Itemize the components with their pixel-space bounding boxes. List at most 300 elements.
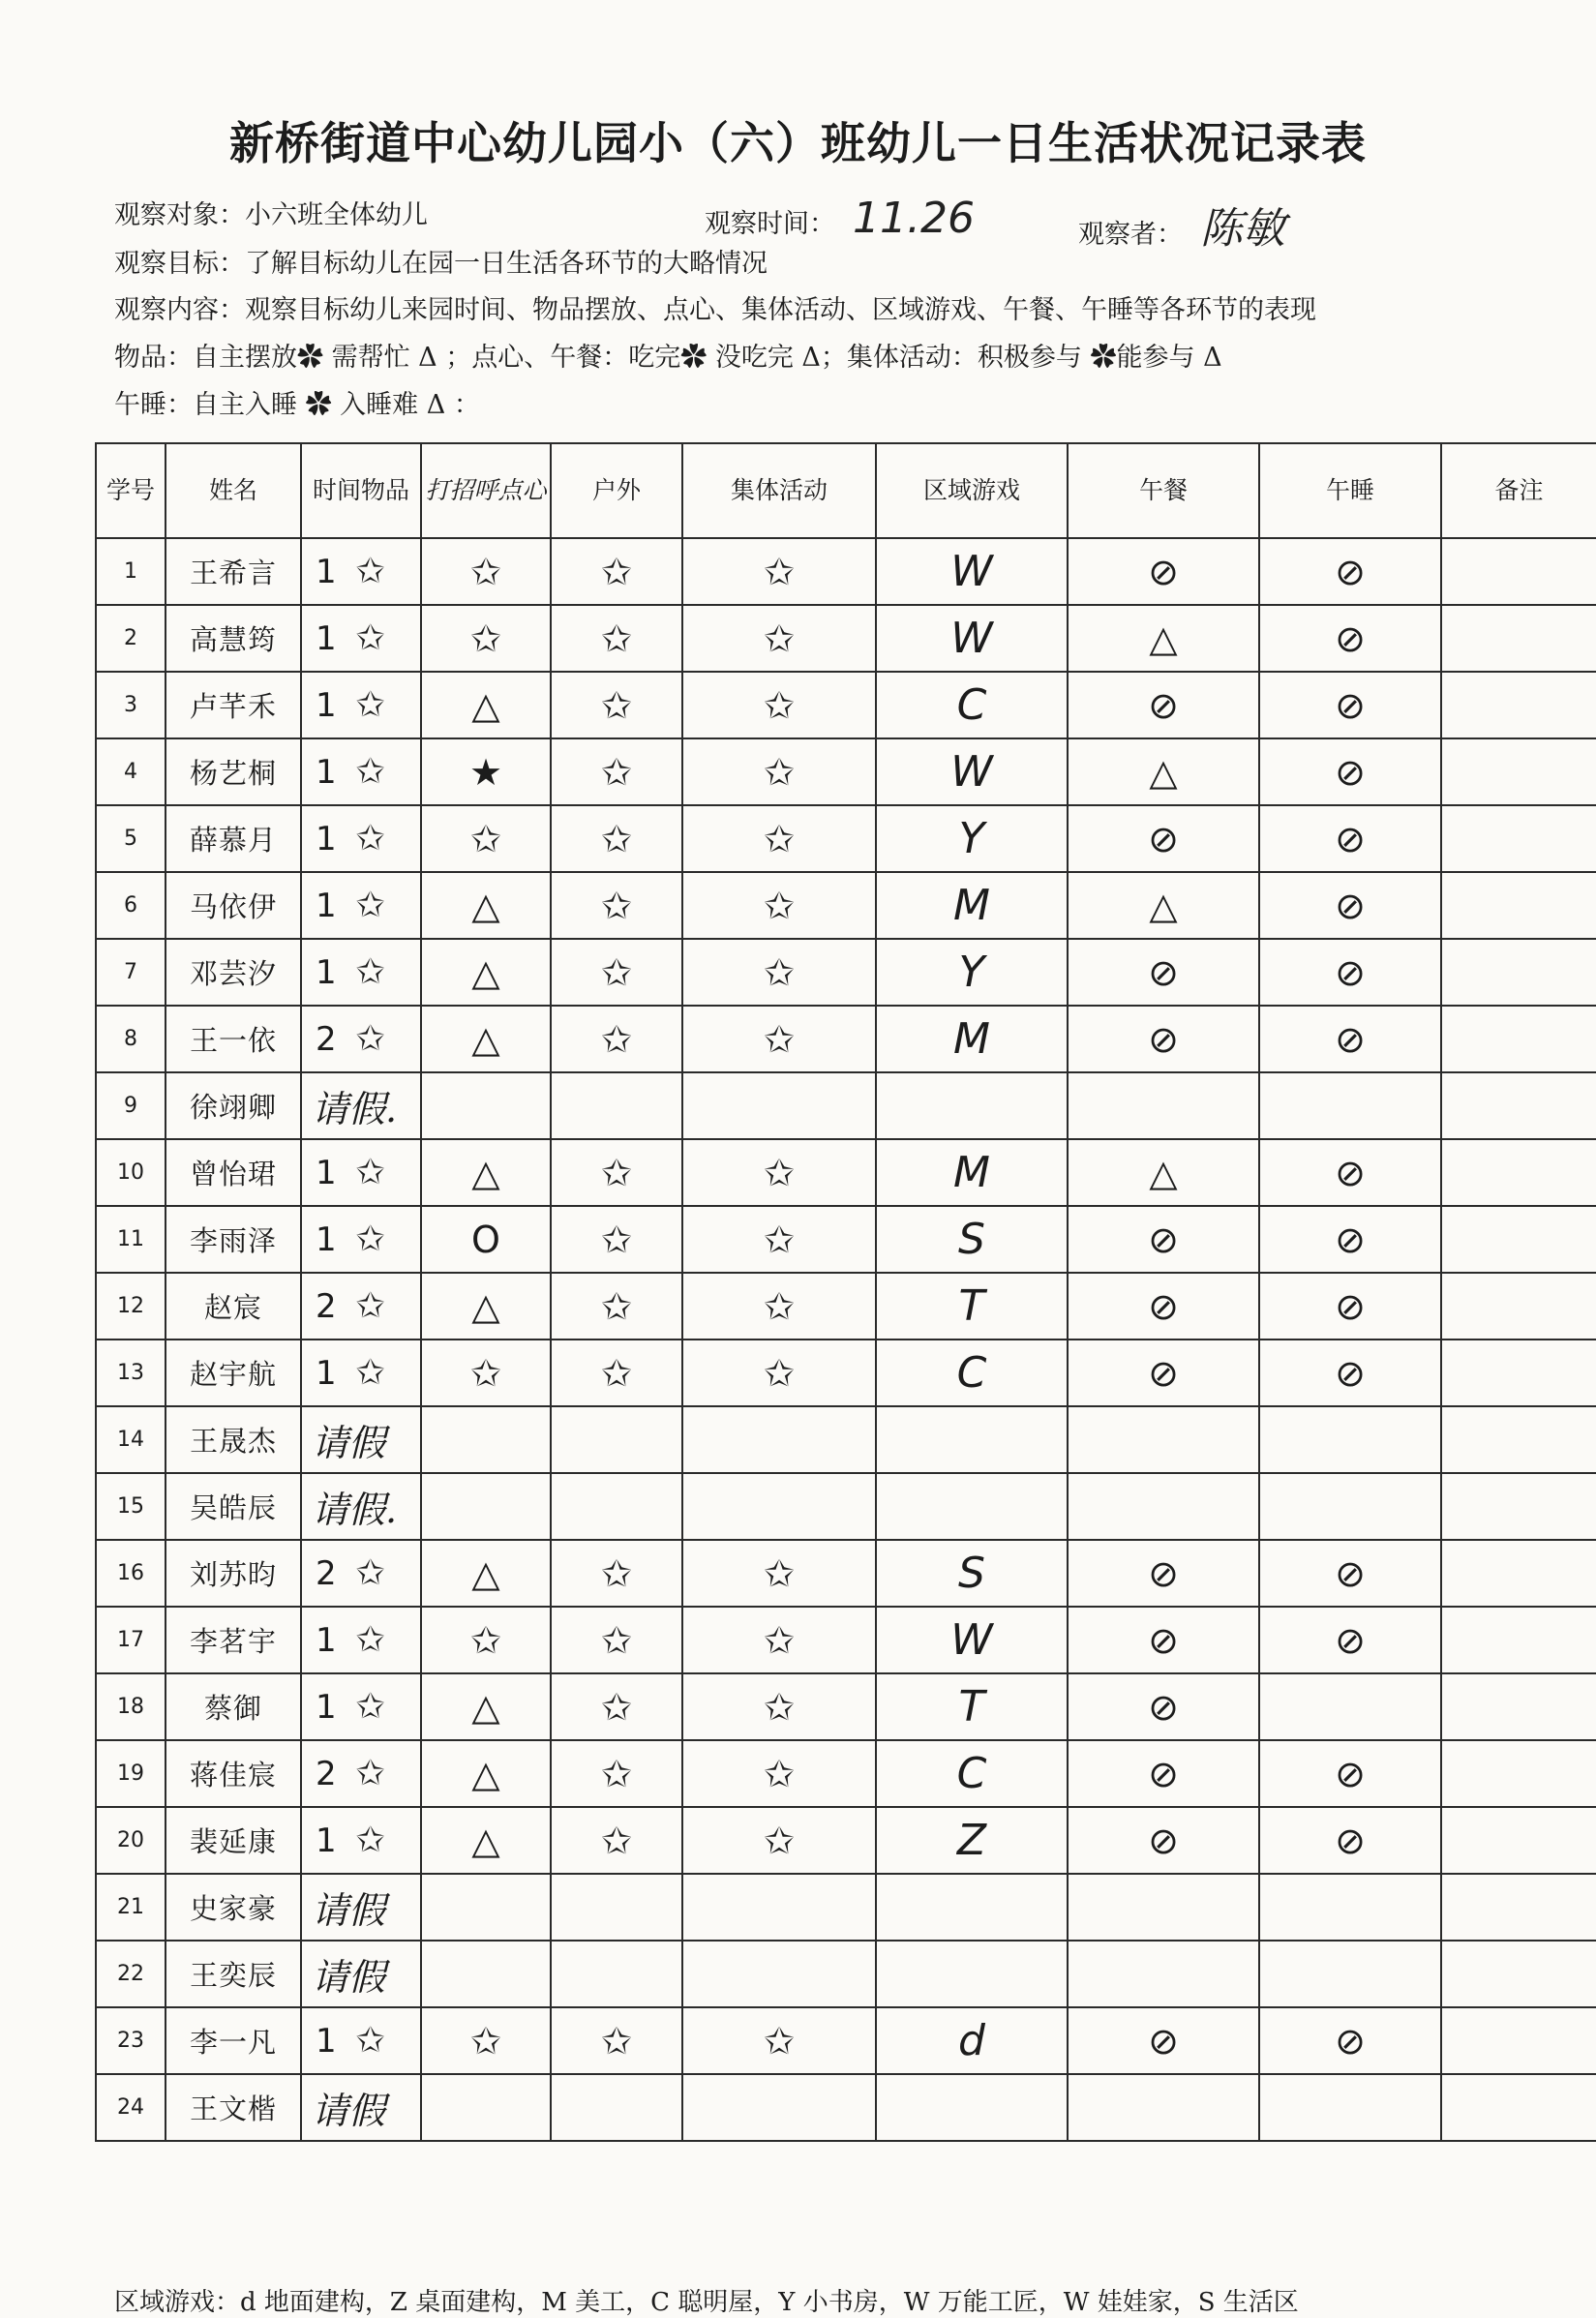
items-mark: ✩ <box>355 952 385 992</box>
cell-outdoor-mark: ✩ <box>551 738 682 805</box>
cell-student-no: 14 <box>96 1406 166 1473</box>
cell-empty <box>1068 1072 1259 1139</box>
table-row <box>96 1607 1596 1673</box>
cell-empty <box>551 1473 682 1540</box>
table-row <box>96 1206 1596 1273</box>
cell-note <box>1441 1006 1596 1072</box>
cell-empty <box>1441 1072 1596 1139</box>
cell-empty <box>1068 1941 1259 2007</box>
cell-student-name: 徐翊卿 <box>166 1072 301 1139</box>
arrival-time: 2 <box>316 1755 337 1793</box>
arrival-time: 1 <box>316 820 337 858</box>
header-lunch: 午餐 <box>1068 443 1259 538</box>
cell-area-code: C <box>876 1740 1068 1807</box>
header-note: 备注 <box>1441 443 1596 538</box>
arrival-time: 1 <box>316 1354 337 1393</box>
cell-empty <box>1259 1941 1441 2007</box>
cell-leave-note: 请假 <box>301 1941 421 2007</box>
cell-empty <box>1259 1473 1441 1540</box>
cell-area-code: W <box>876 1607 1068 1673</box>
cell-outdoor-mark: ✩ <box>551 1273 682 1340</box>
cell-outdoor-mark: ✩ <box>551 1139 682 1206</box>
cell-outdoor-mark: ✩ <box>551 1340 682 1406</box>
cell-empty <box>682 2074 876 2141</box>
arrival-time: 2 <box>316 1020 337 1059</box>
cell-area-code: C <box>876 1340 1068 1406</box>
cell-student-no: 5 <box>96 805 166 872</box>
cell-empty <box>421 1941 551 2007</box>
items-mark: ✩ <box>355 552 385 591</box>
page-title: 新桥街道中心幼儿园小（六）班幼儿一日生活状况记录表 <box>229 117 1367 169</box>
cell-student-no: 7 <box>96 939 166 1006</box>
cell-time-items <box>301 805 421 872</box>
cell-group-mark: ✩ <box>682 1206 876 1273</box>
cell-empty <box>1068 2074 1259 2141</box>
cell-snack-mark: △ <box>421 872 551 939</box>
cell-nap-mark: ⊘ <box>1259 672 1441 738</box>
cell-note <box>1441 1340 1596 1406</box>
observe-time-group <box>705 194 975 243</box>
arrival-time: 1 <box>316 887 337 925</box>
table-row <box>96 1473 1596 1540</box>
cell-lunch-mark: ⊘ <box>1068 1340 1259 1406</box>
cell-time-items <box>301 672 421 738</box>
cell-student-no: 3 <box>96 672 166 738</box>
cell-student-name: 赵宇航 <box>166 1340 301 1406</box>
symbol-legend-2: 午睡：自主入睡 ✿ 入睡难 Δ ： <box>114 390 480 420</box>
cell-nap-mark: ⊘ <box>1259 1340 1441 1406</box>
cell-student-name: 王文楷 <box>166 2074 301 2141</box>
cell-nap-mark: ⊘ <box>1259 1740 1441 1807</box>
items-mark: ✩ <box>355 1821 385 1860</box>
cell-note <box>1441 1139 1596 1206</box>
table-row <box>96 738 1596 805</box>
items-mark: ✩ <box>355 1353 385 1393</box>
cell-empty <box>1068 1473 1259 1540</box>
cell-note <box>1441 872 1596 939</box>
meta-observation-line <box>114 194 1285 254</box>
cell-empty <box>876 1406 1068 1473</box>
cell-note <box>1441 538 1596 605</box>
cell-snack-mark: △ <box>421 1740 551 1807</box>
cell-area-code: d <box>876 2007 1068 2074</box>
cell-nap-mark: ⊘ <box>1259 1139 1441 1206</box>
cell-student-no: 2 <box>96 605 166 672</box>
cell-student-name: 李一凡 <box>166 2007 301 2074</box>
items-mark: ✩ <box>355 1553 385 1593</box>
header-group: 集体活动 <box>682 443 876 538</box>
arrival-time: 1 <box>316 619 337 658</box>
cell-outdoor-mark: ✩ <box>551 872 682 939</box>
table-row <box>96 672 1596 738</box>
cell-empty <box>551 1072 682 1139</box>
cell-student-no: 22 <box>96 1941 166 2007</box>
cell-note <box>1441 1673 1596 1740</box>
cell-area-code: C <box>876 672 1068 738</box>
cell-area-code: T <box>876 1273 1068 1340</box>
cell-time-items <box>301 872 421 939</box>
cell-outdoor-mark: ✩ <box>551 805 682 872</box>
items-mark: ✩ <box>355 752 385 792</box>
cell-empty <box>1259 2074 1441 2141</box>
observe-content: 观察内容：观察目标幼儿来园时间、物品摆放、点心、集体活动、区域游戏、午餐、午睡等各环节的表现 <box>114 295 1316 325</box>
cell-lunch-mark: ⊘ <box>1068 805 1259 872</box>
table-row <box>96 1807 1596 1874</box>
cell-student-name: 蒋佳宸 <box>166 1740 301 1807</box>
cell-note <box>1441 1807 1596 1874</box>
cell-snack-mark: △ <box>421 1006 551 1072</box>
table-row <box>96 805 1596 872</box>
cell-snack-mark: ✩ <box>421 2007 551 2074</box>
cell-time-items <box>301 1540 421 1607</box>
cell-group-mark: ✩ <box>682 1006 876 1072</box>
items-mark: ✩ <box>355 1687 385 1727</box>
cell-student-name: 马依伊 <box>166 872 301 939</box>
items-mark: ✩ <box>355 1754 385 1793</box>
cell-note <box>1441 672 1596 738</box>
cell-time-items <box>301 1206 421 1273</box>
cell-note <box>1441 805 1596 872</box>
arrival-time: 1 <box>316 1821 337 1860</box>
cell-group-mark: ✩ <box>682 1673 876 1740</box>
cell-lunch-mark: ⊘ <box>1068 939 1259 1006</box>
cell-student-name: 薛慕月 <box>166 805 301 872</box>
cell-snack-mark: ✩ <box>421 538 551 605</box>
cell-note <box>1441 1206 1596 1273</box>
table-row <box>96 605 1596 672</box>
cell-snack-mark: △ <box>421 1807 551 1874</box>
cell-group-mark: ✩ <box>682 2007 876 2074</box>
cell-empty <box>1441 2074 1596 2141</box>
cell-lunch-mark: ⊘ <box>1068 2007 1259 2074</box>
table-row <box>96 1340 1596 1406</box>
items-mark: ✩ <box>355 618 385 658</box>
cell-empty <box>551 1406 682 1473</box>
cell-empty <box>421 2074 551 2141</box>
cell-empty <box>682 1406 876 1473</box>
cell-student-name: 卢芊禾 <box>166 672 301 738</box>
cell-snack-mark: ★ <box>421 738 551 805</box>
cell-student-name: 史家豪 <box>166 1874 301 1941</box>
arrival-time: 1 <box>316 1621 337 1660</box>
cell-lunch-mark: ⊘ <box>1068 1740 1259 1807</box>
cell-student-no: 18 <box>96 1673 166 1740</box>
cell-group-mark: ✩ <box>682 605 876 672</box>
cell-student-name: 高慧筠 <box>166 605 301 672</box>
cell-area-code: S <box>876 1206 1068 1273</box>
observe-time-label: 观察时间： <box>705 209 835 239</box>
cell-empty <box>876 1941 1068 2007</box>
items-mark: ✩ <box>355 886 385 925</box>
cell-lunch-mark: △ <box>1068 1139 1259 1206</box>
cell-lunch-mark: ⊘ <box>1068 1206 1259 1273</box>
cell-lunch-mark: △ <box>1068 872 1259 939</box>
arrival-time: 1 <box>316 1154 337 1192</box>
cell-empty <box>551 2074 682 2141</box>
cell-group-mark: ✩ <box>682 538 876 605</box>
arrival-time: 1 <box>316 2022 337 2061</box>
cell-empty <box>1259 1406 1441 1473</box>
cell-nap-mark: ⊘ <box>1259 1006 1441 1072</box>
cell-time-items <box>301 1340 421 1406</box>
cell-group-mark: ✩ <box>682 1740 876 1807</box>
cell-time-items <box>301 1607 421 1673</box>
arrival-time: 1 <box>316 686 337 725</box>
cell-group-mark: ✩ <box>682 1139 876 1206</box>
table-row <box>96 1139 1596 1206</box>
table-row <box>96 1941 1596 2007</box>
cell-student-no: 21 <box>96 1874 166 1941</box>
cell-group-mark: ✩ <box>682 672 876 738</box>
cell-empty <box>1068 1406 1259 1473</box>
cell-lunch-mark: ⊘ <box>1068 672 1259 738</box>
observe-target-value: 小六班全体幼儿 <box>245 200 428 230</box>
header-name: 姓名 <box>166 443 301 538</box>
cell-group-mark: ✩ <box>682 738 876 805</box>
arrival-time: 1 <box>316 753 337 792</box>
cell-snack-mark: △ <box>421 1273 551 1340</box>
cell-leave-note: 请假 <box>301 1406 421 1473</box>
cell-lunch-mark: ⊘ <box>1068 538 1259 605</box>
cell-outdoor-mark: ✩ <box>551 1006 682 1072</box>
cell-area-code: Y <box>876 805 1068 872</box>
cell-area-code: W <box>876 605 1068 672</box>
items-mark: ✩ <box>355 819 385 858</box>
table-row <box>96 1740 1596 1807</box>
observe-time-value: 11.26 <box>853 194 975 243</box>
cell-time-items <box>301 1006 421 1072</box>
cell-student-no: 8 <box>96 1006 166 1072</box>
cell-empty <box>876 2074 1068 2141</box>
cell-student-no: 12 <box>96 1273 166 1340</box>
header-area: 区域游戏 <box>876 443 1068 538</box>
table-row <box>96 538 1596 605</box>
cell-note <box>1441 939 1596 1006</box>
cell-student-name: 邓芸汐 <box>166 939 301 1006</box>
cell-empty <box>876 1072 1068 1139</box>
header-no: 学号 <box>96 443 166 538</box>
cell-empty <box>1441 1406 1596 1473</box>
cell-empty <box>876 1874 1068 1941</box>
cell-time-items <box>301 605 421 672</box>
cell-lunch-mark: ⊘ <box>1068 1673 1259 1740</box>
table-row <box>96 1673 1596 1740</box>
cell-student-name: 蔡御 <box>166 1673 301 1740</box>
cell-outdoor-mark: ✩ <box>551 2007 682 2074</box>
cell-note <box>1441 1273 1596 1340</box>
observer-label: 观察者： <box>1078 220 1183 250</box>
observer-group <box>1078 194 1285 256</box>
cell-leave-note: 请假 <box>301 2074 421 2141</box>
cell-nap-mark: ⊘ <box>1259 1206 1441 1273</box>
cell-student-name: 王晟杰 <box>166 1406 301 1473</box>
cell-student-no: 10 <box>96 1139 166 1206</box>
cell-nap-mark: ⊘ <box>1259 1540 1441 1607</box>
cell-student-name: 杨艺桐 <box>166 738 301 805</box>
items-mark: ✩ <box>355 1286 385 1326</box>
cell-outdoor-mark: ✩ <box>551 1607 682 1673</box>
items-mark: ✩ <box>355 685 385 725</box>
cell-time-items <box>301 1740 421 1807</box>
cell-student-no: 6 <box>96 872 166 939</box>
arrival-time: 1 <box>316 553 337 591</box>
table-row <box>96 872 1596 939</box>
observe-goal: 观察目标：了解目标幼儿在园一日生活各环节的大略情况 <box>114 249 768 279</box>
cell-time-items <box>301 2007 421 2074</box>
cell-time-items <box>301 1273 421 1340</box>
cell-leave-note: 请假. <box>301 1473 421 1540</box>
cell-student-name: 李茗宇 <box>166 1607 301 1673</box>
cell-nap-mark: ⊘ <box>1259 939 1441 1006</box>
cell-empty <box>1259 1072 1441 1139</box>
cell-time-items <box>301 939 421 1006</box>
header-outdoor: 户外 <box>551 443 682 538</box>
cell-empty <box>1441 1941 1596 2007</box>
cell-empty <box>682 1874 876 1941</box>
cell-outdoor-mark: ✩ <box>551 1740 682 1807</box>
cell-outdoor-mark: ✩ <box>551 672 682 738</box>
cell-student-name: 刘苏昀 <box>166 1540 301 1607</box>
cell-nap-mark: ⊘ <box>1259 538 1441 605</box>
cell-empty <box>551 1941 682 2007</box>
cell-area-code: M <box>876 872 1068 939</box>
cell-note <box>1441 2007 1596 2074</box>
cell-nap-mark: ⊘ <box>1259 2007 1441 2074</box>
cell-note <box>1441 1740 1596 1807</box>
table-row <box>96 1540 1596 1607</box>
cell-outdoor-mark: ✩ <box>551 1206 682 1273</box>
cell-student-no: 13 <box>96 1340 166 1406</box>
cell-area-code: S <box>876 1540 1068 1607</box>
cell-student-name: 王希言 <box>166 538 301 605</box>
cell-time-items <box>301 538 421 605</box>
cell-student-name: 赵宸 <box>166 1273 301 1340</box>
header-nap: 午睡 <box>1259 443 1441 538</box>
cell-student-name: 吴皓辰 <box>166 1473 301 1540</box>
cell-empty <box>876 1473 1068 1540</box>
items-mark: ✩ <box>355 1153 385 1192</box>
cell-area-code: T <box>876 1673 1068 1740</box>
cell-student-no: 20 <box>96 1807 166 1874</box>
cell-empty <box>421 1874 551 1941</box>
cell-group-mark: ✩ <box>682 1540 876 1607</box>
cell-empty <box>682 1941 876 2007</box>
cell-time-items <box>301 1807 421 1874</box>
cell-area-code: W <box>876 738 1068 805</box>
arrival-time: 2 <box>316 1287 337 1326</box>
cell-empty <box>1441 1473 1596 1540</box>
cell-nap-mark: ⊘ <box>1259 805 1441 872</box>
items-mark: ✩ <box>355 1219 385 1259</box>
arrival-time: 1 <box>316 953 337 992</box>
cell-area-code: Z <box>876 1807 1068 1874</box>
cell-note <box>1441 1540 1596 1607</box>
cell-snack-mark: ✩ <box>421 805 551 872</box>
cell-nap-mark: ⊘ <box>1259 738 1441 805</box>
cell-group-mark: ✩ <box>682 1607 876 1673</box>
cell-student-no: 11 <box>96 1206 166 1273</box>
record-table <box>95 442 1596 2142</box>
cell-student-name: 王一依 <box>166 1006 301 1072</box>
cell-leave-note: 请假. <box>301 1072 421 1139</box>
cell-student-no: 23 <box>96 2007 166 2074</box>
area-game-legend: 区域游戏：d 地面建构，Z 桌面建构，M 美工，C 聪明屋，Y 小书房，W 万能工匠，W 娃娃家，S 生活区 <box>114 2288 1299 2317</box>
cell-note <box>1441 738 1596 805</box>
cell-lunch-mark: ⊘ <box>1068 1006 1259 1072</box>
header-time: 时间物品 <box>301 443 421 538</box>
table-row <box>96 2074 1596 2141</box>
items-mark: ✩ <box>355 1620 385 1660</box>
cell-outdoor-mark: ✩ <box>551 605 682 672</box>
header-snack: 打招呼点心 <box>421 443 551 538</box>
cell-empty <box>421 1473 551 1540</box>
cell-student-no: 24 <box>96 2074 166 2141</box>
cell-student-name: 裴延康 <box>166 1807 301 1874</box>
table-row <box>96 939 1596 1006</box>
cell-time-items <box>301 738 421 805</box>
cell-outdoor-mark: ✩ <box>551 1540 682 1607</box>
table-row <box>96 1406 1596 1473</box>
cell-snack-mark: △ <box>421 1540 551 1607</box>
cell-snack-mark: △ <box>421 939 551 1006</box>
cell-outdoor-mark: ✩ <box>551 939 682 1006</box>
observer-value: 陈敏 <box>1200 204 1285 254</box>
cell-lunch-mark: △ <box>1068 738 1259 805</box>
observe-target-label: 观察对象： <box>114 200 245 230</box>
table-row <box>96 1006 1596 1072</box>
cell-student-name: 李雨泽 <box>166 1206 301 1273</box>
symbol-legend-1: 物品：自主摆放✿ 需帮忙 Δ ；点心、午餐：吃完✿ 没吃完 Δ；集体活动：积极参与 ✿能参与 Δ <box>114 343 1222 373</box>
cell-snack-mark: O <box>421 1206 551 1273</box>
cell-nap-mark: ⊘ <box>1259 1807 1441 1874</box>
cell-note <box>1441 1607 1596 1673</box>
cell-group-mark: ✩ <box>682 939 876 1006</box>
arrival-time: 1 <box>316 1220 337 1259</box>
cell-snack-mark: △ <box>421 672 551 738</box>
cell-empty <box>551 1874 682 1941</box>
table-row <box>96 1874 1596 1941</box>
cell-area-code: W <box>876 538 1068 605</box>
cell-time-items <box>301 1673 421 1740</box>
cell-lunch-mark: ⊘ <box>1068 1540 1259 1607</box>
cell-empty <box>421 1406 551 1473</box>
cell-nap-mark <box>1259 1673 1441 1740</box>
cell-group-mark: ✩ <box>682 1807 876 1874</box>
cell-area-code: M <box>876 1006 1068 1072</box>
arrival-time: 1 <box>316 1688 337 1727</box>
cell-lunch-mark: ⊘ <box>1068 1807 1259 1874</box>
cell-snack-mark: ✩ <box>421 1607 551 1673</box>
cell-group-mark: ✩ <box>682 805 876 872</box>
arrival-time: 2 <box>316 1554 337 1593</box>
cell-group-mark: ✩ <box>682 1273 876 1340</box>
cell-area-code: M <box>876 1139 1068 1206</box>
cell-nap-mark: ⊘ <box>1259 1273 1441 1340</box>
cell-student-name: 曾怡珺 <box>166 1139 301 1206</box>
cell-snack-mark: ✩ <box>421 605 551 672</box>
cell-group-mark: ✩ <box>682 872 876 939</box>
cell-empty <box>1441 1874 1596 1941</box>
cell-empty <box>682 1473 876 1540</box>
cell-nap-mark: ⊘ <box>1259 605 1441 672</box>
cell-outdoor-mark: ✩ <box>551 1807 682 1874</box>
cell-time-items <box>301 1139 421 1206</box>
cell-student-no: 1 <box>96 538 166 605</box>
cell-note <box>1441 605 1596 672</box>
cell-nap-mark: ⊘ <box>1259 1607 1441 1673</box>
cell-lunch-mark: △ <box>1068 605 1259 672</box>
cell-empty <box>1259 1874 1441 1941</box>
